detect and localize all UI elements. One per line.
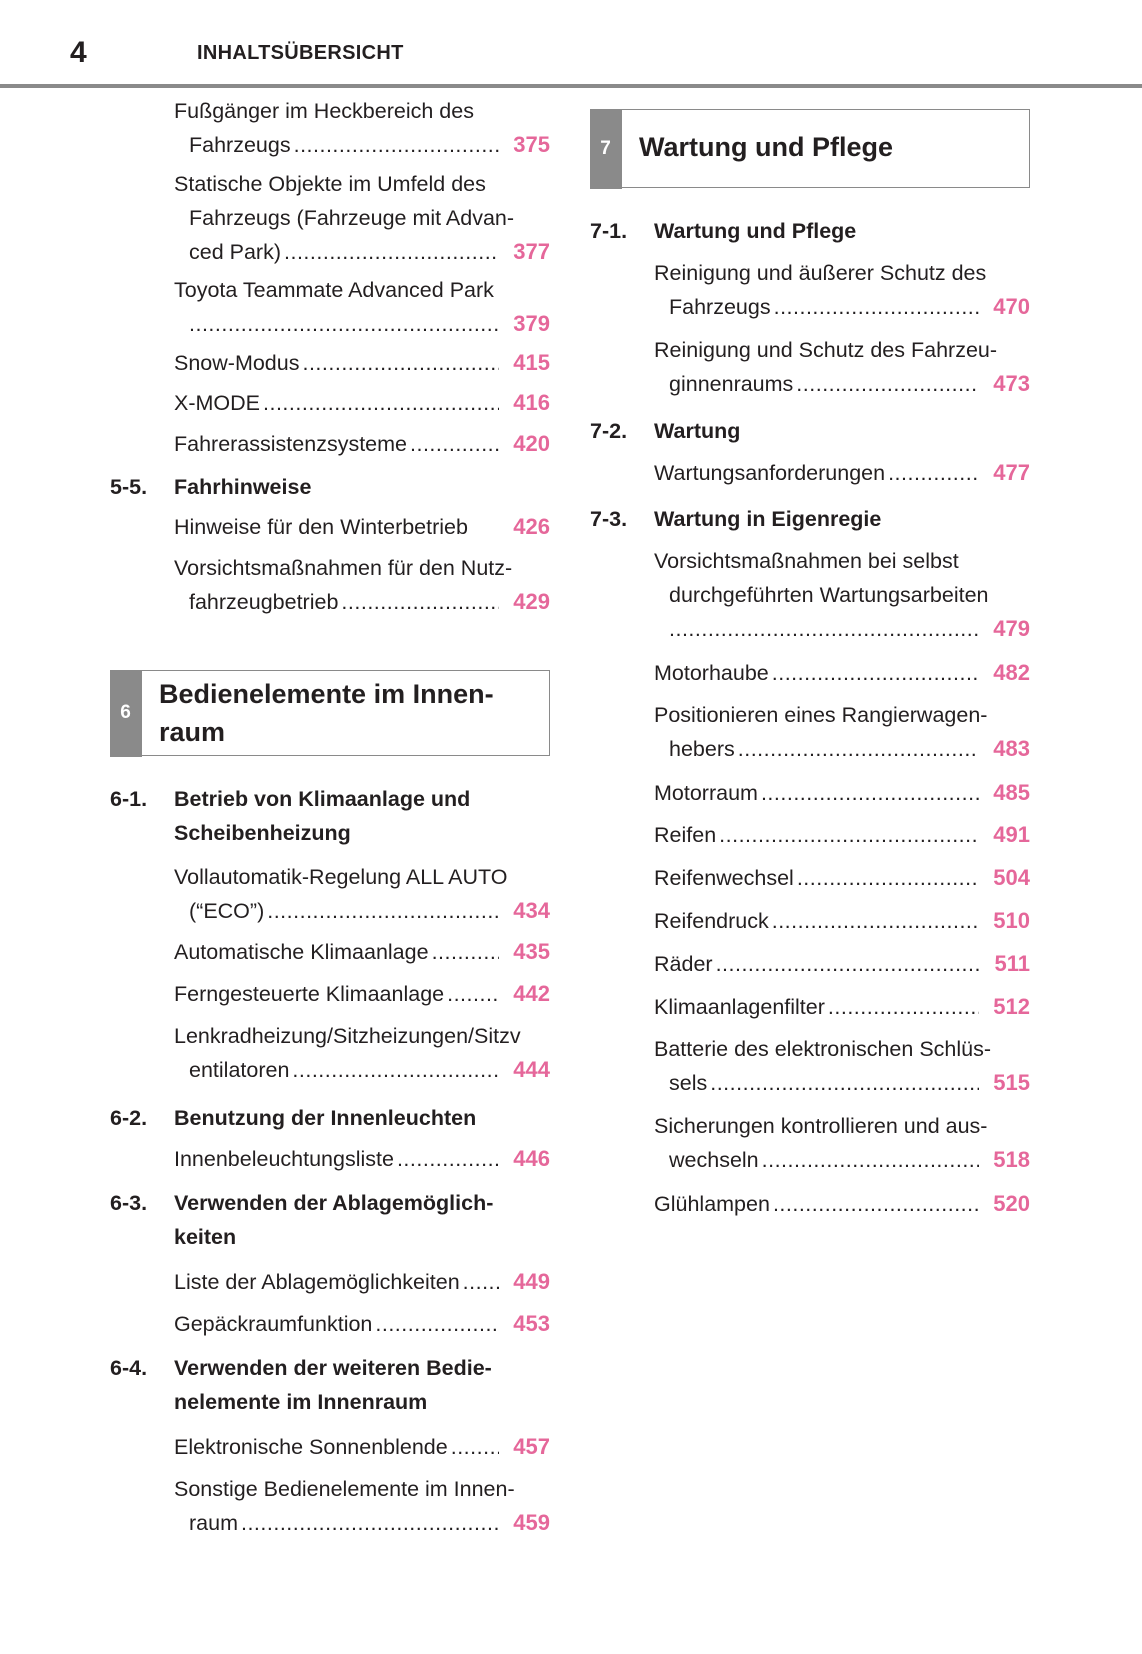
chapter-title: Bedienelemente im Innen-	[159, 679, 494, 709]
page-link[interactable]: 512	[993, 994, 1030, 1019]
toc-entry[interactable]: Reinigung und Schutz des Fahrzeu- ginnenraums ..... 473	[654, 333, 1030, 401]
page-link[interactable]: 420	[513, 431, 550, 456]
toc-entry[interactable]: Statische Objekte im Umfeld des Fahrzeugs (Fahrzeuge mit Advan- ced Park) ..... 377	[174, 167, 550, 269]
toc-entry[interactable]: Lenkradheizung/Sitzheizungen/Sitzv entilatoren ..... 444	[174, 1019, 550, 1087]
page-link[interactable]: 518	[993, 1147, 1030, 1172]
toc-entry[interactable]: Automatische Klimaanlage ..... 435	[174, 935, 550, 969]
page-link[interactable]: 429	[513, 589, 550, 614]
toc-entry[interactable]: Batterie des elektronischen Schlüs- sels ..... 515	[654, 1032, 1030, 1100]
chapter-box[interactable]	[590, 109, 1030, 188]
toc-entry[interactable]: Reifen ..... 491	[654, 818, 1030, 852]
toc-entry[interactable]: Vorsichtsmaßnahmen für den Nutz- fahrzeugbetrieb ..... 429	[174, 551, 550, 619]
toc-entry[interactable]: Positionieren eines Rangierwagen- hebers ..... 483	[654, 698, 1030, 766]
toc-entry[interactable]: Klimaanlagenfilter ..... 512	[654, 990, 1030, 1024]
page-link[interactable]: 477	[993, 460, 1030, 485]
toc-entry[interactable]: Elektronische Sonnenblende ..... 457	[174, 1430, 550, 1464]
toc-entry[interactable]: Snow-Modus ..... 415	[174, 346, 550, 380]
toc-entry[interactable]: Vorsichtsmaßnahmen bei selbst durchgeführten Wartungsarbeiten ..... 479	[654, 544, 1030, 646]
chapter-box[interactable]	[110, 670, 550, 756]
page-link[interactable]: 435	[513, 939, 550, 964]
toc-entry[interactable]: Reifendruck ..... 510	[654, 904, 1030, 938]
toc-entry[interactable]: Reinigung und äußerer Schutz des Fahrzeugs ..... 470	[654, 256, 1030, 324]
page-link[interactable]: 457	[513, 1434, 550, 1459]
toc-entry[interactable]: Ferngesteuerte Klimaanlage ..... 442	[174, 977, 550, 1011]
toc-entry[interactable]: Motorraum ..... 485	[654, 776, 1030, 810]
page-link[interactable]: 434	[513, 898, 550, 923]
page-link[interactable]: 504	[993, 865, 1030, 890]
page-title: INHALTSÜBERSICHT	[197, 42, 404, 64]
toc-entry[interactable]: Hinweise für den Winterbetrieb 426	[174, 510, 550, 544]
toc-entry[interactable]: Motorhaube ..... 482	[654, 656, 1030, 690]
page-link[interactable]: 482	[993, 660, 1030, 685]
page-link[interactable]: 442	[513, 981, 550, 1006]
chapter-title: raum	[159, 717, 226, 747]
toc-entry[interactable]: Wartungsanforderungen ..... 477	[654, 456, 1030, 490]
page-link[interactable]: 446	[513, 1146, 550, 1171]
toc-entry[interactable]: X-MODE ..... 416	[174, 386, 550, 420]
page-link[interactable]: 377	[513, 239, 550, 264]
page-link[interactable]: 449	[513, 1269, 550, 1294]
toc-entry[interactable]: Vollautomatik-Regelung ALL AUTO (“ECO”) ..... 434	[174, 860, 550, 928]
toc-entry[interactable]: Toyota Teammate Advanced Park ..... 379	[174, 273, 550, 341]
page-link[interactable]: 483	[993, 736, 1030, 761]
page-link[interactable]: 453	[513, 1311, 550, 1336]
toc-entry[interactable]: Fußgänger im Heckbereich des Fahrzeugs ..... 375	[174, 94, 550, 162]
page-link[interactable]: 479	[993, 616, 1030, 641]
page-link[interactable]: 470	[993, 294, 1030, 319]
page-link[interactable]: 491	[993, 822, 1030, 847]
toc-entry[interactable]: Fahrerassistenzsysteme ..... 420	[174, 427, 550, 461]
chapter-tab: 6	[110, 670, 142, 757]
toc-entry[interactable]: Sonstige Bedienelemente im Innen- raum ..... 459	[174, 1472, 550, 1540]
toc-entry[interactable]: Liste der Ablagemöglichkeiten ..... 449	[174, 1265, 550, 1299]
toc-entry[interactable]: Räder ..... 511	[654, 947, 1030, 981]
toc-entry[interactable]: Gepäckraumfunktion ..... 453	[174, 1307, 550, 1341]
page-number: 4	[70, 36, 87, 69]
page-link[interactable]: 416	[513, 390, 550, 415]
page-link[interactable]: 511	[994, 951, 1030, 976]
page-link[interactable]: 415	[513, 350, 550, 375]
page-link[interactable]: 510	[993, 908, 1030, 933]
page-link[interactable]: 444	[513, 1057, 550, 1082]
header-divider	[0, 84, 1142, 88]
page-link[interactable]: 515	[993, 1070, 1030, 1095]
chapter-title: Wartung und Pflege	[639, 132, 893, 162]
page-link[interactable]: 473	[993, 371, 1030, 396]
toc-entry[interactable]: Sicherungen kontrollieren und aus- wechseln ..... 518	[654, 1109, 1030, 1177]
page-link[interactable]: 375	[513, 132, 550, 157]
toc-entry[interactable]: Glühlampen ..... 520	[654, 1187, 1030, 1221]
page-link[interactable]: 426	[513, 514, 550, 539]
page-link[interactable]: 379	[513, 311, 550, 336]
page-link[interactable]: 459	[513, 1510, 550, 1535]
chapter-tab: 7	[590, 109, 622, 189]
toc-entry[interactable]: Innenbeleuchtungsliste ..... 446	[174, 1142, 550, 1176]
page-link[interactable]: 485	[993, 780, 1030, 805]
page-link[interactable]: 520	[993, 1191, 1030, 1216]
toc-entry[interactable]: Reifenwechsel ..... 504	[654, 861, 1030, 895]
